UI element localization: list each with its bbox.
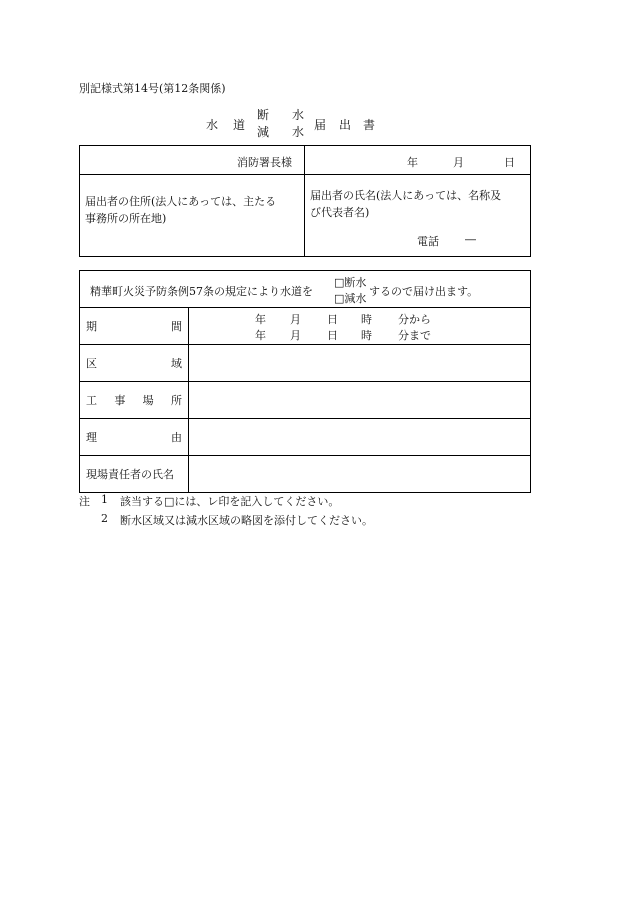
title-char: 減 bbox=[257, 125, 270, 139]
area-label-cell bbox=[80, 345, 189, 382]
to-month: 月 bbox=[290, 329, 301, 342]
applicant-name-label-line1: 届出者の氏名(法人にあっては、名称及 bbox=[310, 189, 502, 202]
to-year: 年 bbox=[255, 329, 266, 342]
addressee-cell bbox=[80, 146, 305, 175]
reason-label-char: 由 bbox=[171, 431, 182, 444]
date-day-label: 日 bbox=[504, 156, 515, 169]
date-cell[interactable] bbox=[305, 146, 531, 175]
title-char: 断 bbox=[257, 108, 270, 122]
statement-suffix: するので届け出ます。 bbox=[369, 285, 479, 298]
note-1-text: 該当する□には、レ印を記入してください。 bbox=[120, 495, 340, 508]
from-minute: 分から bbox=[398, 313, 431, 326]
to-minute: 分まで bbox=[398, 329, 431, 342]
title-char: 届 bbox=[314, 118, 327, 132]
form-reference: 別記様式第14号(第12条関係) bbox=[79, 82, 226, 95]
period-label-cell bbox=[80, 308, 189, 345]
title-char: 出 bbox=[339, 118, 352, 132]
note-2-number: 2 bbox=[101, 512, 108, 525]
site-label-char: 事 bbox=[114, 394, 126, 407]
date-month-label: 月 bbox=[453, 156, 464, 169]
header-table bbox=[79, 145, 531, 257]
statement-prefix: 精華町火災予防条例57条の規定により水道を bbox=[90, 285, 313, 298]
from-day: 日 bbox=[327, 313, 338, 326]
option-gensui-checkbox[interactable]: □減水 bbox=[334, 292, 367, 305]
applicant-address-label-line2: 事務所の所在地) bbox=[85, 212, 167, 225]
site-label-char: 工 bbox=[86, 394, 97, 407]
period-label-char: 期 bbox=[86, 320, 97, 333]
applicant-address-label-line1: 届出者の住所(法人にあっては、主たる bbox=[85, 195, 277, 208]
site-label-cell bbox=[80, 382, 189, 419]
title-char: 道 bbox=[233, 118, 246, 132]
period-label-char: 間 bbox=[171, 320, 182, 333]
area-value-cell[interactable] bbox=[189, 345, 531, 382]
area-label-char: 域 bbox=[171, 357, 182, 370]
manager-label: 現場責任者の氏名 bbox=[86, 468, 174, 481]
to-day: 日 bbox=[327, 329, 338, 342]
document-title bbox=[200, 104, 400, 140]
site-label-char: 所 bbox=[170, 394, 182, 407]
applicant-name-cell[interactable] bbox=[305, 175, 531, 257]
from-month: 月 bbox=[290, 313, 301, 326]
title-char: 水 bbox=[292, 125, 305, 139]
area-label-char: 区 bbox=[86, 357, 97, 370]
period-value-cell[interactable] bbox=[189, 308, 531, 345]
details-table bbox=[79, 270, 531, 493]
site-value-cell[interactable] bbox=[189, 382, 531, 419]
date-year-label: 年 bbox=[407, 156, 418, 169]
note-2-text: 断水区域又は減水区域の略図を添付してください。 bbox=[120, 514, 373, 527]
manager-label-cell bbox=[80, 456, 189, 493]
statement-cell bbox=[80, 271, 531, 308]
notes-prefix: 注 bbox=[79, 495, 90, 508]
phone-label: 電話 bbox=[417, 235, 439, 248]
title-char: 水 bbox=[292, 108, 305, 122]
to-hour: 時 bbox=[361, 329, 372, 342]
applicant-address-cell[interactable] bbox=[80, 175, 305, 257]
reason-value-cell[interactable] bbox=[189, 419, 531, 456]
addressee-label: 消防署長様 bbox=[237, 156, 292, 169]
from-hour: 時 bbox=[361, 313, 372, 326]
reason-label-cell bbox=[80, 419, 189, 456]
note-1-number: 1 bbox=[101, 493, 108, 506]
site-label-char: 場 bbox=[142, 394, 154, 407]
option-dansui-checkbox[interactable]: □断水 bbox=[334, 276, 367, 289]
title-char: 水 bbox=[206, 118, 219, 132]
manager-value-cell[interactable] bbox=[189, 456, 531, 493]
phone-dash: ― bbox=[465, 233, 476, 246]
title-char: 書 bbox=[363, 118, 376, 132]
applicant-name-label-line2: び代表者名) bbox=[310, 206, 370, 219]
from-year: 年 bbox=[255, 313, 266, 326]
reason-label-char: 理 bbox=[86, 431, 97, 444]
